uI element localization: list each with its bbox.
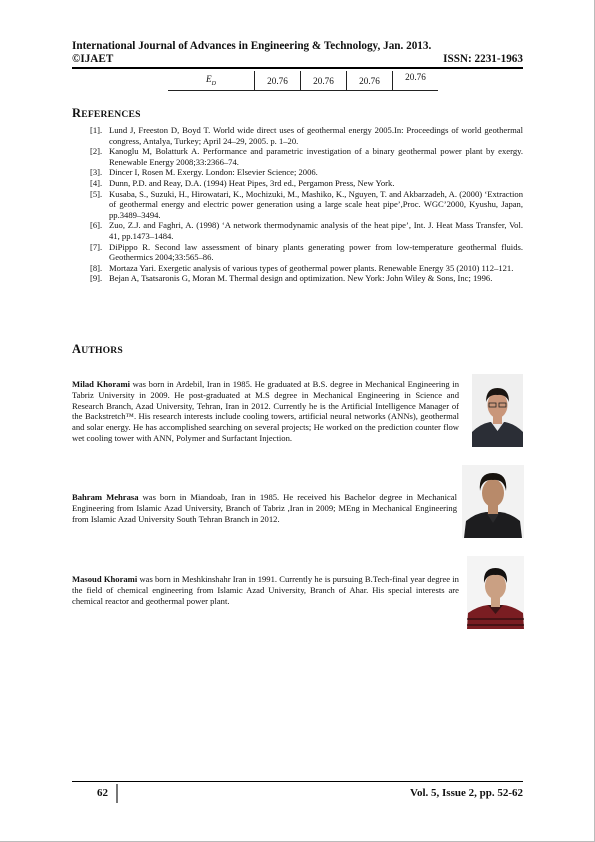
- footer-rule: [72, 781, 523, 782]
- portrait-image: [467, 556, 524, 629]
- reference-item: [5]. Kusaba, S., Suzuki, H., Hirowatari, K., Mochizuki, M., Mashiko, K., Nguyen, T. and Akbarzadeh, A. (2000) ‘Extraction of geothermal energy and electric power generation using a large scale heat pipe’,Proc. WGC’2000, Kyushu, Japan, pp.3489–3494.: [90, 188, 523, 220]
- journal-header: International Journal of Advances in Engineering & Technology, Jan. 2013.: [72, 40, 432, 52]
- author-name: Milad Khorami: [72, 379, 131, 389]
- reference-item: [2]. Kanoglu M, Bolatturk A. Performance and parametric investigation of a binary geothermal power plant by exergy. Renewable Energy 2008;33:2366–74.: [90, 146, 523, 167]
- table-row: [168, 71, 438, 91]
- authors-heading: AUTHORS: [72, 342, 123, 356]
- copyright-label: ©IJAET: [72, 53, 114, 65]
- reference-item: [9]. Bejan A, Tsatsaronis G, Moran M. Thermal design and optimization. New York: John Wiley & Sons, Inc; 1996.: [90, 273, 493, 284]
- header-rule: [72, 67, 523, 69]
- table-cell: 20.76: [393, 71, 439, 91]
- author-name: Bahram Mehrasa: [72, 492, 139, 502]
- reference-item: [8]. Mortaza Yari. Exergetic analysis of various types of geothermal power plants. Renewable Energy 35 (2010) 112–121.: [90, 262, 514, 273]
- author-photo: [467, 556, 524, 629]
- table-cell: 20.76: [347, 71, 393, 91]
- issn-label: ISSN: 2231-1963: [443, 53, 523, 65]
- table-row-label: $E_D$: [168, 71, 255, 91]
- references-list: [90, 125, 523, 284]
- author-bio: Milad Khorami was born in Ardebil, Iran in 1985. He graduated at B.S. degree in Mechanical Engineering in Tabriz University in 2009. He post-graduated at M.S degree in Mechanical Engineering in Science and Research Branch, Azad University, Tehran, Iran in 2012. Currently he is the Artificial Intelligence Manager of the Backstretch™. His research interests include cooling towers, artificial neural networks (ANNs), geothermal and solar energy. He has accomplished searching on several projects; He worked on the prediction counter flow wet cooling tower with ANN, Polymer and Surfactant Injection.: [72, 379, 459, 443]
- author-photo: [462, 465, 524, 538]
- portrait-image: [472, 374, 523, 447]
- portrait-image: [462, 465, 524, 538]
- footer-divider: [116, 784, 118, 803]
- table-cell: 20.76: [255, 71, 301, 91]
- volume-info: Vol. 5, Issue 2, pp. 52-62: [410, 787, 523, 799]
- page-number: 62: [97, 787, 108, 799]
- results-table-fragment: [168, 71, 438, 91]
- reference-item: [7]. DiPippo R. Second law assessment of binary plants generating power from low-temperature geothermal fluids. Geothermics 2004;33:565–86.: [90, 241, 523, 263]
- reference-item: [1]. Lund J, Freeston D, Boyd T. World wide direct uses of geothermal energy 2005.In: Proceedings of world geothermal congress, Antalya, Turkey; April 24–29, 2005. p. 1–20.: [90, 125, 523, 146]
- author-bio: Bahram Mehrasa was born in Miandoab, Iran in 1985. He received his Bachelor degree in Mechanical Engineering from Islamic Azad University, Branch of Tabriz ,Iran in 2009; MEng in Mechanical Engineering from Islamic Azad University South Tehran Branch in 2012.: [72, 492, 458, 524]
- author-name: Masoud Khorami: [72, 574, 138, 584]
- table-cell: 20.76: [301, 71, 347, 91]
- references-heading: REFERENCES: [72, 106, 141, 120]
- reference-item: [3]. Dincer I, Rosen M. Exergy. London: Elsevier Science; 2006.: [90, 167, 318, 178]
- reference-item: [4]. Dunn, P.D. and Reay, D.A. (1994) Heat Pipes, 3rd ed., Pergamon Press, New York.: [90, 177, 395, 188]
- author-photo: [472, 374, 523, 447]
- reference-item: [6]. Zuo, Z.J. and Faghri, A. (1998) ‘A network thermodynamic analysis of the heat pipe’, Int. J. Heat Mass Transfer, Vol. 41, pp.1473–1484.: [90, 220, 523, 241]
- author-bio: Masoud Khorami was born in Meshkinshahr Iran in 1991. Currently he is pursuing B.Tech-final year degree in the field of chemical engineering from Islamic Azad University, Branch of Ahar. His special interests are chemical reactor and geothermal power plant.: [72, 574, 459, 606]
